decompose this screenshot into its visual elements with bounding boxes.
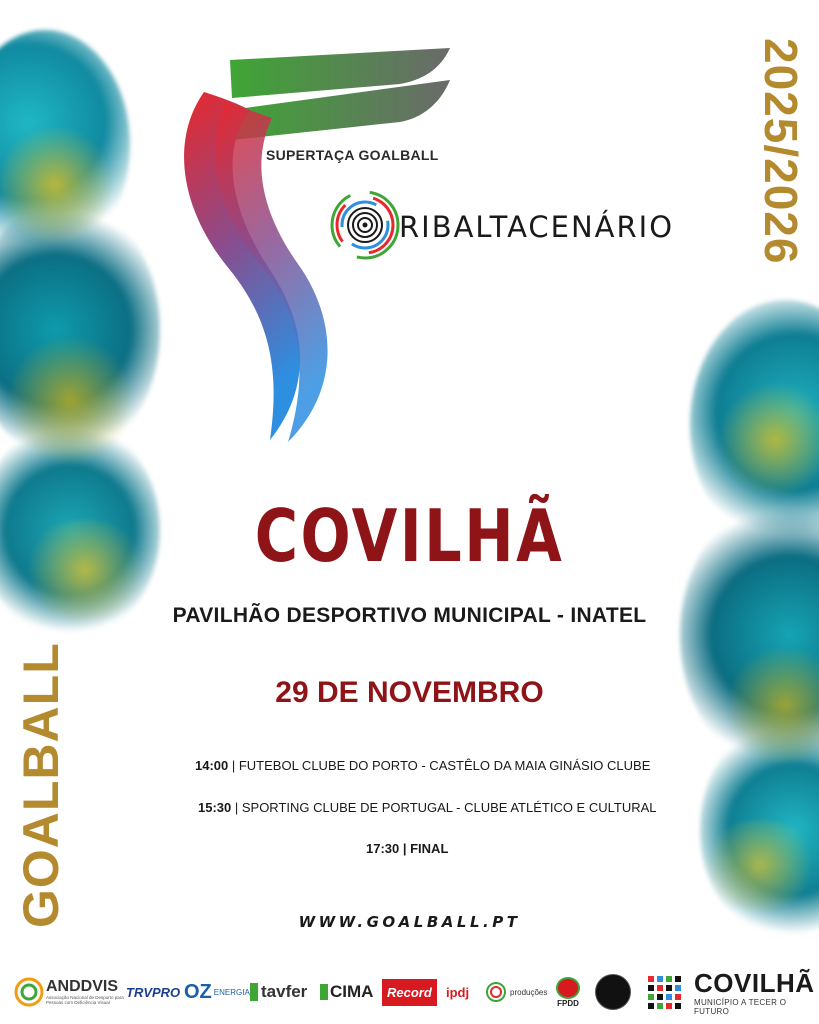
schedule-time: 14:00	[195, 758, 229, 773]
round-sponsor-logo-icon	[595, 974, 631, 1010]
record-name: Record	[382, 979, 437, 1006]
schedule-match: | SPORTING CLUBE DE PORTUGAL - CLUBE ATLÉTICO E CULTURAL	[231, 800, 657, 815]
anddvis-name: ANDDVIS	[46, 978, 119, 995]
sponsor-name: RIBALTACENÁRIO	[399, 210, 675, 244]
oz-name: OZ	[184, 980, 212, 1003]
tavfer-name: tavfer	[261, 982, 308, 1001]
sponsor-covilha	[694, 970, 819, 1016]
season-label: 2025/2026	[755, 38, 807, 265]
website-link[interactable]: WWW.GOALBALL.PT	[298, 913, 521, 931]
covilha-name: COVILHÃ	[694, 968, 815, 998]
covilha-pattern-icon	[646, 974, 684, 1012]
logo-subtitle: SUPERTAÇA GOALBALL	[266, 147, 439, 163]
sport-label: GOALBALL	[13, 642, 69, 928]
anddvis-logo-icon	[14, 975, 44, 1009]
sponsor-anddvis	[14, 970, 136, 1014]
schedule-match: | FUTEBOL CLUBE DO PORTO - CASTÊLO DA MAIA GINÁSIO CLUBE	[228, 758, 651, 773]
cima-name: CIMA	[330, 982, 374, 1001]
sponsor-tavfer	[250, 970, 307, 1014]
fpdd-logo-icon	[556, 977, 580, 999]
sponsor-fpdd	[556, 970, 580, 1014]
ribaltacenario-small-text: produções	[510, 987, 548, 997]
venue-label: PAVILHÃO DESPORTIVO MUNICIPAL - INATEL	[172, 604, 647, 627]
schedule-time: 17:30	[366, 841, 400, 856]
schedule-time: 15:30	[198, 800, 232, 815]
fpdd-name: FPDD	[557, 998, 579, 1008]
supertaca-logo-emblem	[160, 40, 470, 450]
ipdj-name: ipdj	[446, 984, 470, 1000]
ribaltacenario-logo-icon	[328, 188, 402, 262]
sponsor-ipdj	[446, 970, 469, 1014]
sponsor-oz-energia	[184, 970, 250, 1014]
ribaltacenario-small-icon	[485, 981, 507, 1003]
schedule-match: | FINAL	[399, 841, 449, 856]
tavfer-logo-icon	[250, 983, 258, 1001]
cima-logo-icon	[320, 984, 328, 1000]
schedule-item	[366, 841, 448, 856]
sponsor-round-logo	[595, 970, 631, 1014]
schedule-item	[198, 800, 657, 815]
oz-sub: ENERGIA	[213, 987, 250, 997]
sponsor-record	[382, 970, 437, 1014]
city-title: COVILHÃ	[254, 494, 565, 578]
sponsor-ribaltacenario-small	[485, 970, 547, 1014]
sponsor-cima	[320, 970, 373, 1014]
anddvis-tagline: Associação Nacional de Desporto para Pessoas com Deficiência Visual	[46, 995, 124, 1005]
sponsor-trvpro	[126, 970, 180, 1014]
schedule-item	[195, 758, 650, 773]
trvpro-name: TRVPRO	[126, 984, 181, 1000]
event-date: 29 DE NOVEMBRO	[275, 676, 544, 709]
covilha-tagline: MUNICÍPIO A TECER O FUTURO	[694, 998, 787, 1016]
